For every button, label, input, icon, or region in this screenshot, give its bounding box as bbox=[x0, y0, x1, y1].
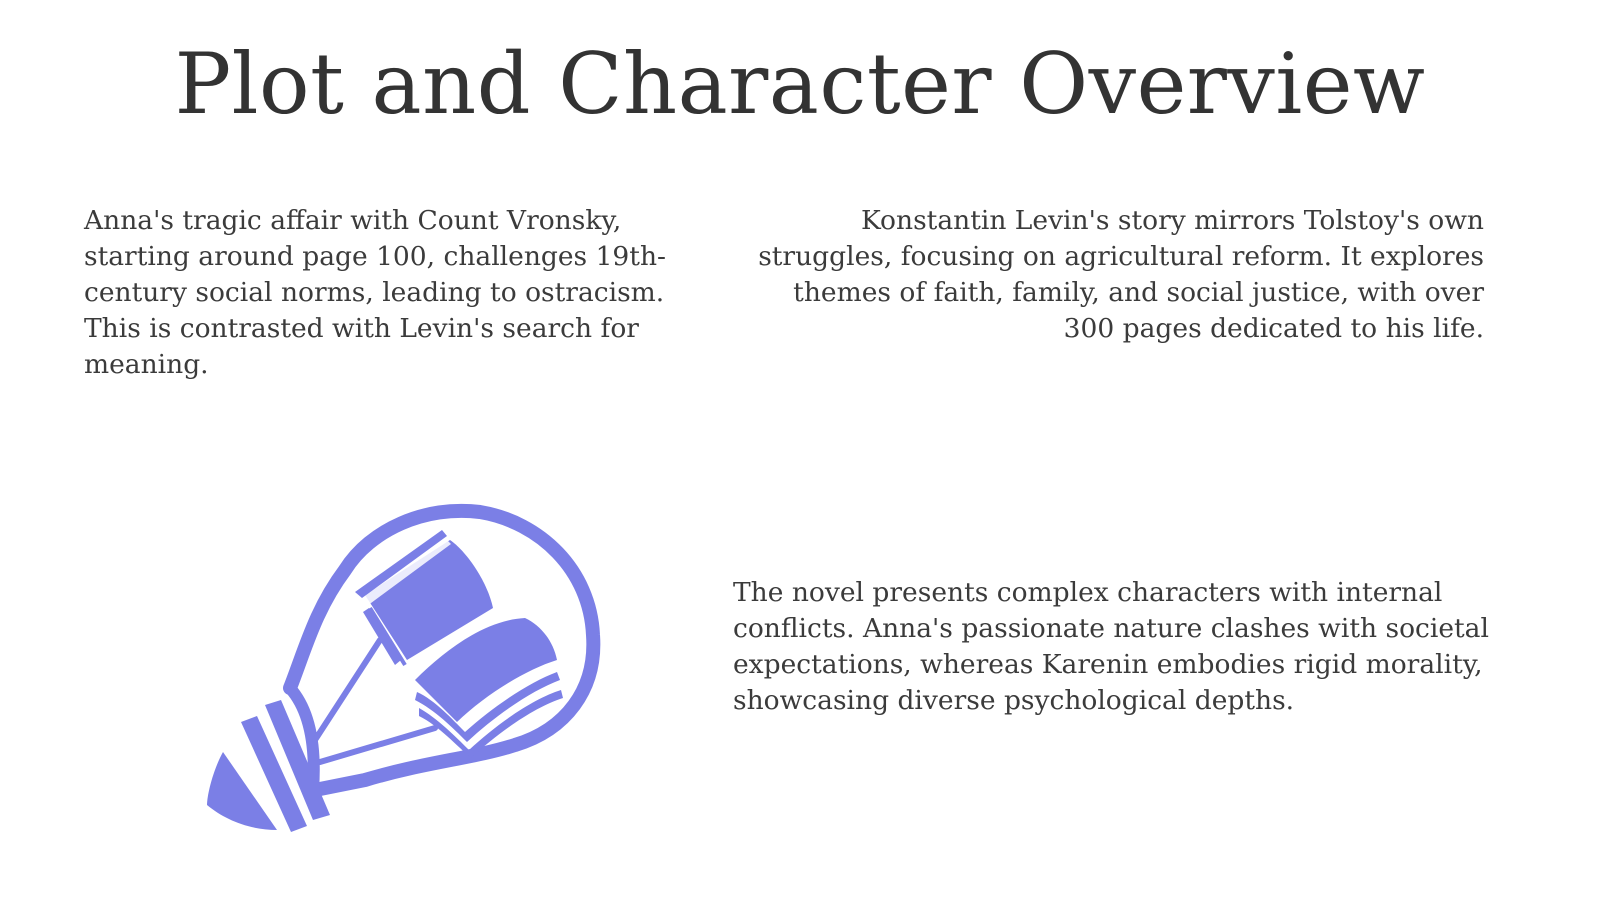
slide-title: Plot and Character Overview bbox=[174, 35, 1426, 133]
lightbulb-book-icon bbox=[195, 500, 625, 860]
levin-paragraph: Konstantin Levin's story mirrors Tolstoy's own struggles, focusing on agricultural reform. It explores themes of faith, family, and social justice, with over 300 pages dedicated to his life. bbox=[758, 205, 1484, 344]
characters-paragraph: The novel presents complex characters with internal conflicts. Anna's passionate nature clashes with societal expectations, whereas Karenin embodies rigid morality, showcasing diverse psychological depths. bbox=[733, 577, 1489, 716]
plot-paragraph: Anna's tragic affair with Count Vronsky, starting around page 100, challenges 19th-century social norms, leading to ostracism. This is contrasted with Levin's search for meaning. bbox=[84, 205, 666, 380]
